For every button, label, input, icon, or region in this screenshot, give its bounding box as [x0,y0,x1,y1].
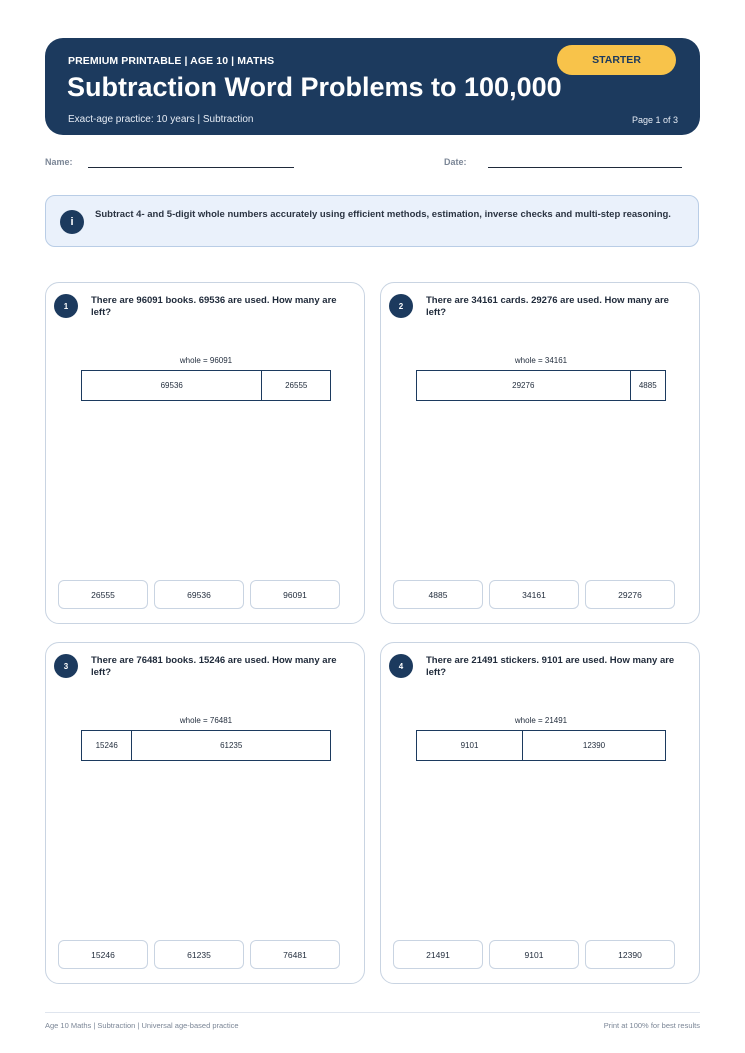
answer-options [58,580,340,609]
problem-question: There are 96091 books. 69536 are used. How many are left? [91,295,337,318]
bar-model-part: 29276 [512,381,535,390]
instructions-box [45,195,699,247]
answer-option[interactable]: 15246 [58,940,148,969]
answer-option[interactable]: 26555 [58,580,148,609]
bar-model [416,370,666,401]
info-icon: i [60,210,84,234]
answer-option[interactable]: 69536 [154,580,244,609]
answer-option[interactable]: 21491 [393,940,483,969]
bar-model-part: 61235 [131,731,330,760]
answer-option[interactable]: 96091 [250,580,340,609]
answer-options [393,580,675,609]
bar-model-whole-label: whole = 76481 [179,716,233,725]
answer-option[interactable]: 12390 [585,940,675,969]
name-label: Name: [45,157,73,167]
problem-card [380,282,700,624]
bar-model-whole-label: whole = 96091 [179,356,233,365]
bar-model-part: 69536 [160,381,183,390]
bar-model-part: 15246 [95,741,118,750]
instructions-text: Subtract 4- and 5-digit whole numbers accurately using efficient methods, estimation, inverse checks and multi-step reasoning. [95,209,671,220]
footer-right: Print at 100% for best results [603,1021,700,1030]
page-number: Page 1 of 3 [631,115,678,125]
footer-left: Age 10 Maths | Subtraction | Universal age-based practice [45,1021,239,1030]
date-field-line[interactable] [488,167,682,168]
date-label: Date: [444,157,467,167]
problem-question: There are 21491 stickers. 9101 are used. How many are left? [426,655,675,678]
bar-model-part: 12390 [522,731,665,760]
page-title: Subtraction Word Problems to 100,000 [67,72,562,102]
problem-question: There are 34161 cards. 29276 are used. How many are left? [426,295,669,318]
bar-model-part: 4885 [630,371,665,400]
answer-option[interactable]: 61235 [154,940,244,969]
problem-number: 1 [54,294,78,318]
header-subtitle: Exact-age practice: 10 years | Subtraction [68,114,254,125]
problem-number: 4 [389,654,413,678]
answer-option[interactable]: 9101 [489,940,579,969]
problem-card [380,642,700,984]
bar-model [81,370,331,401]
problem-number: 2 [389,294,413,318]
answer-option[interactable]: 29276 [585,580,675,609]
bar-model-part: 26555 [261,371,330,400]
bar-model-whole-label: whole = 21491 [514,716,568,725]
answer-option[interactable]: 4885 [393,580,483,609]
header-kicker: PREMIUM PRINTABLE | AGE 10 | MATHS [68,55,275,67]
answer-options [393,940,675,969]
bar-model-whole-label: whole = 34161 [514,356,568,365]
problem-question: There are 76481 books. 15246 are used. How many are left? [91,655,337,678]
level-badge: STARTER [557,45,676,75]
answer-option[interactable]: 34161 [489,580,579,609]
name-field-line[interactable] [88,167,294,168]
worksheet-header [45,38,700,135]
bar-model [81,730,331,761]
problem-number: 3 [54,654,78,678]
bar-model-part: 9101 [460,741,479,750]
footer-divider [45,1012,700,1013]
answer-options [58,940,340,969]
answer-option[interactable]: 76481 [250,940,340,969]
problem-card [45,282,365,624]
bar-model [416,730,666,761]
problem-card [45,642,365,984]
